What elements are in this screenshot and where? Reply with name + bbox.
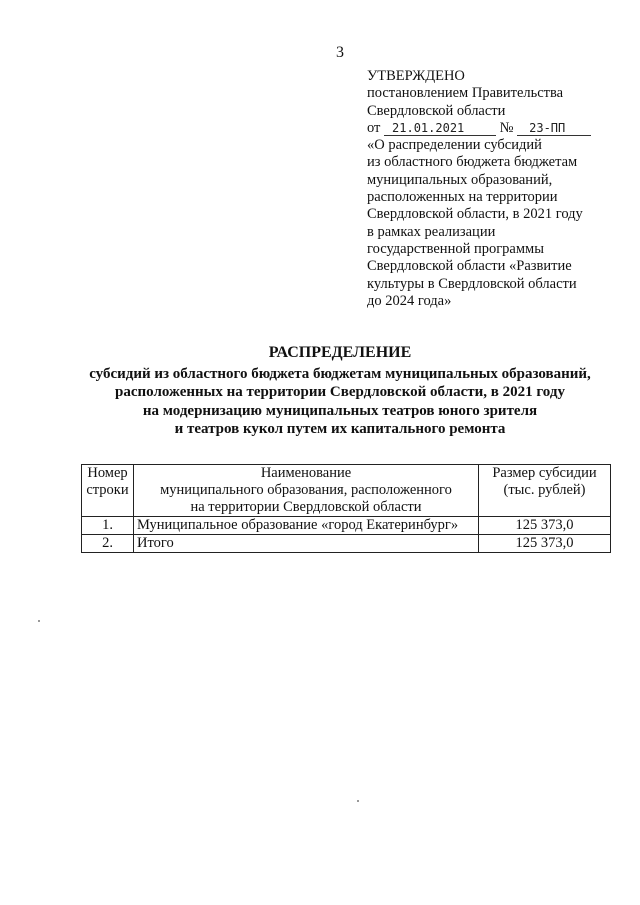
header-text: Номер [87, 465, 128, 481]
header-text: Размер субсидии [492, 465, 597, 481]
title-line: расположенных на территории Свердловской области, в 2021 году [115, 384, 565, 401]
header-number [82, 465, 134, 517]
approval-subject-line: «О распределении субсидий [367, 137, 542, 154]
title-line: и театров кукол путем их капитального ремонта [174, 421, 506, 438]
approval-stamp [367, 68, 617, 310]
row-name: Итого [134, 535, 479, 553]
approval-subject-line: государственной программы [367, 240, 544, 257]
header-text: (тыс. рублей) [503, 482, 586, 498]
approval-subject-line: расположенных на территории [367, 189, 558, 206]
table-row [82, 517, 611, 535]
title-line: на модернизацию муниципальных театров юного зрителя [142, 402, 538, 419]
approval-date-line [367, 120, 617, 137]
date-prefix: от [367, 119, 381, 136]
approval-subject-line: до 2024 года» [367, 292, 452, 309]
approval-subject-line: Свердловской области, в 2021 году [367, 206, 583, 223]
header-name [134, 465, 479, 517]
header-amount [479, 465, 611, 517]
page-number: 3 [336, 44, 344, 61]
row-amount: 125 373,0 [479, 535, 611, 553]
approval-subject-line: в рамках реализации [367, 223, 496, 240]
approval-subject-line: муниципальных образований, [367, 171, 553, 188]
approval-line: постановлением Правительства [367, 85, 564, 102]
approval-line: Свердловской области [367, 102, 506, 119]
row-number: 2. [82, 535, 134, 553]
scan-speck [357, 800, 359, 802]
table-header-row [82, 465, 611, 517]
header-text: муниципального образования, расположенного [160, 482, 452, 498]
number-prefix: № [499, 119, 514, 136]
scan-speck [38, 620, 40, 622]
header-text: строки [86, 482, 129, 498]
approval-heading: УТВЕРЖДЕНО [367, 68, 465, 84]
approval-subject-line: Свердловской области «Развитие [367, 258, 572, 275]
table-row [82, 535, 611, 553]
title-main: РАСПРЕДЕЛЕНИЕ [268, 344, 412, 361]
approval-subject-line: из областного бюджета бюджетам [367, 154, 578, 171]
row-number: 1. [82, 517, 134, 535]
header-text: на территории Свердловской области [190, 499, 422, 515]
distribution-table [81, 464, 611, 553]
date-value: 21.01.2021 [384, 122, 496, 136]
row-amount: 125 373,0 [479, 517, 611, 535]
document-title [60, 344, 620, 439]
approval-subject-line: культуры в Свердловской области [367, 275, 577, 292]
title-line: субсидий из областного бюджета бюджетам муниципальных образований, [89, 365, 591, 382]
row-name: Муниципальное образование «город Екатеринбург» [134, 517, 479, 535]
decree-number: 23-ПП [517, 122, 591, 136]
header-text: Наименование [260, 465, 352, 481]
